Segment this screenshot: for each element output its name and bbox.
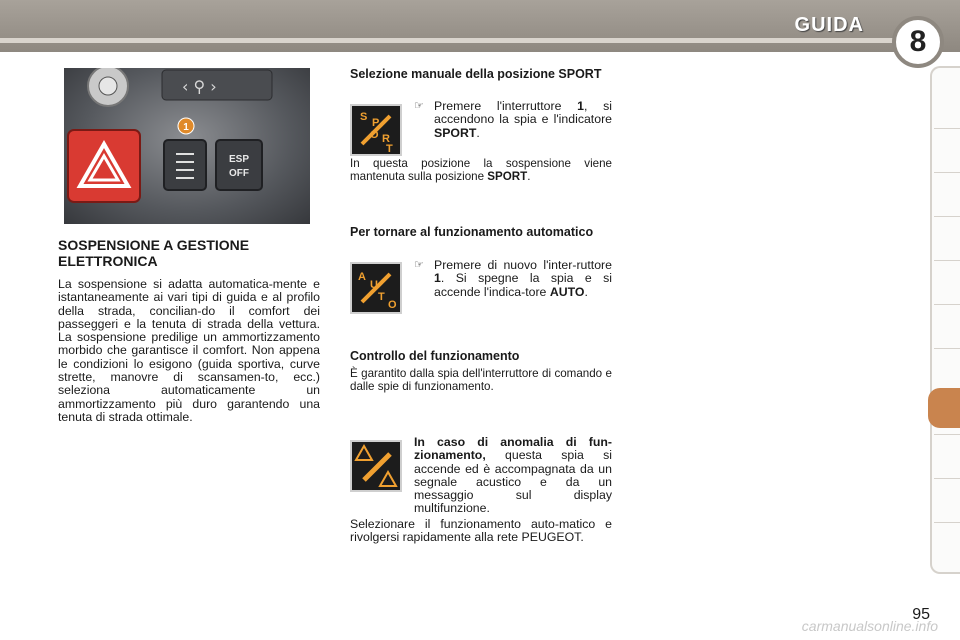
- esp-off-button-icon: [216, 140, 262, 190]
- pointing-hand-icon: ☞: [414, 100, 424, 112]
- anomaly-text: In caso di anomalia di fun-zionamento, questa spia si accende ed è accompagnata da un segnale acustico e da un messaggio sul display multifunzione.: [414, 435, 612, 516]
- svg-text:P: P: [372, 117, 380, 129]
- pointing-hand-icon: ☞: [414, 259, 424, 271]
- chapter-number: 8: [909, 25, 927, 58]
- tab-divider: [934, 304, 960, 305]
- auto-heading: Per tornare al funzionamento automatico: [350, 225, 594, 239]
- svg-text:O: O: [388, 299, 397, 311]
- control-text: È garantito dalla spia dell'interruttore di comando e dalle spie di funzionamento.: [350, 367, 612, 393]
- svg-text:T: T: [386, 143, 393, 154]
- callout-number: 1: [183, 122, 189, 133]
- chapter-tab-strip: [930, 66, 960, 574]
- anomaly-warning-icon: [350, 440, 402, 492]
- sport-instruction: ☞ Premere l'interruttore 1, si accendono la spia e l'indicatore SPORT.: [414, 99, 612, 140]
- section-intro-text: La sospensione si adatta automatica-mente e istantaneamente ai vari tipi di guida e al profilo della strada, concilian-do il comfort dei passeggeri e la tenuta di strada della vettura. La sospensione predilige un ammortizzamento morbido che garantisce il comfort. Non appena le condizioni lo esigono (guida sportiva, curve strette, manovre di scansamen-to, ecc.) seleziona automaticamente un ammortizzamento più duro garantendo una tenuta di strada ottimale.: [58, 277, 320, 424]
- tab-divider: [934, 128, 960, 129]
- chapter-number-badge: [892, 16, 944, 68]
- header-stripe: [0, 38, 940, 43]
- sport-heading: Selezione manuale della posizione SPORT: [350, 67, 602, 81]
- tab-divider: [934, 260, 960, 261]
- tab-divider: [934, 478, 960, 479]
- tab-divider: [934, 522, 960, 523]
- svg-text:S: S: [360, 111, 368, 123]
- anomaly-advice: Selezionare il funzionamento auto-matico e rivolgersi rapidamente alla rete PEUGEOT.: [350, 517, 612, 545]
- sport-note: In questa posizione la sospensione viene mantenuta sulla posizione SPORT.: [350, 157, 612, 183]
- control-heading: Controllo del funzionamento: [350, 349, 520, 363]
- tab-divider: [934, 348, 960, 349]
- sport-indicator-icon: [350, 104, 402, 156]
- tab-divider: [934, 434, 960, 435]
- auto-indicator-icon: [350, 262, 402, 314]
- dashboard-illustration: [64, 68, 310, 224]
- svg-text:‹ ⚲ ›: ‹ ⚲ ›: [182, 77, 217, 96]
- svg-text:T: T: [378, 291, 385, 303]
- page-number: 95: [912, 606, 930, 623]
- svg-text:R: R: [382, 133, 390, 145]
- active-chapter-tab[interactable]: [928, 388, 960, 428]
- chapter-title: GUIDA: [794, 14, 864, 36]
- svg-text:A: A: [358, 271, 366, 283]
- off-label: OFF: [229, 168, 249, 179]
- tab-divider: [934, 216, 960, 217]
- suspension-switch-icon: [164, 140, 206, 190]
- watermark: carmanualsonline.info: [801, 618, 938, 634]
- svg-text:O: O: [370, 129, 379, 141]
- section-title: SOSPENSIONE A GESTIONE ELETTRONICA: [58, 237, 250, 269]
- tab-divider: [934, 172, 960, 173]
- svg-text:U: U: [370, 279, 378, 291]
- auto-instruction: ☞ Premere di nuovo l'inter-ruttore 1. Si spegne la spia e si accende l'indica-tore AUTO.: [414, 258, 612, 299]
- esp-label: ESP: [228, 154, 250, 165]
- dashboard-switch-photo: [64, 68, 310, 224]
